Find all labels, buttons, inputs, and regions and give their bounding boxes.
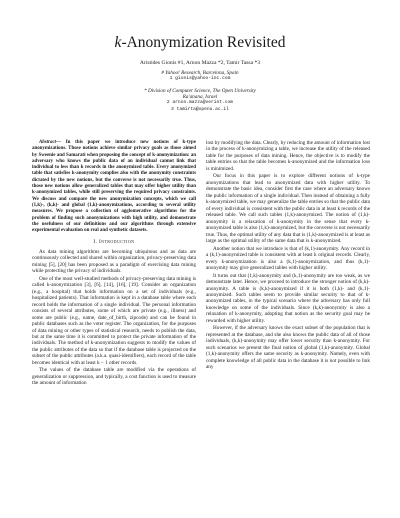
affiliation-name: * Division of Computer Science, The Open University <box>144 88 256 94</box>
title-k: k <box>114 34 122 51</box>
right-column <box>206 140 370 372</box>
left-column <box>32 140 196 388</box>
affiliation-email-2: 3 tamirta@openu.ac.il <box>171 106 229 112</box>
body-paragraph: One of the most well-studied methods of privacy-preserving data mining is called k-anonymization [3], [6], [14], [16], [19]. Consider an organization (e.g., a hospital) that holds information on a set of individuals (e.g., hospitalized patients). That information is kept in a database table where each record holds the information of a single individual. The personal information consists of several attributes, some of which are private (e.g., illness) and some are public (e.g., name, date_of_birth, zipcode) and can be found in public databases such as the voter register. The organization, for the purposes of data mining or other types of statistical research, needs to publish the data, but at the same time it is committed to protect the private information of the individuals. The method of k-anonymization suggests to modify the values of the public attributes of the data so that if the database table is projected on the subset of the public attributes (a.k.a. quasi-identifiers), each record of the table becomes identical with at least k − 1 other records. <box>32 275 196 366</box>
body-paragraph: lost by modifying the data. Clearly, by reducing the amount of information lost in the process of k-anonymizing a table, we increase the utility of the released table for the purposes of data mining. Hence, the objective is to modify the table entries so that the table becomes k-anonymized and the information loss is minimized. <box>206 140 370 172</box>
affiliation-yahoo <box>0 70 400 82</box>
affiliation-email: 2 arnon.mazza@verint.com <box>166 100 234 106</box>
body-paragraph: Another notion that we introduce is that of (k,1)-anonymity. Any record in a (k,1)-anonymized table is consistent with at least k original records. Clearly, every k-anonymization is also a (k,1)-anonymization, and thus (k,1)-anonymity may give generalized tables with higher utility. <box>206 245 370 271</box>
body-paragraph: The values of the database table are modified via the operations of generalization or suppression, and typically, a cost function is used to measure the amount of information <box>32 367 196 387</box>
body-paragraph: However, if the adversary knows the exact subset of the population that is represented at the database, and she also knows the public data of all of those individuals, (k,k)-anonymity may offer lower security than k-anonymity. For such scenarios we present the final notion of global (1,k)-anonymity. Global (1,k)-anonymity offers the same security as k-anonymity. Namely, even with complete knowledge of all public data in the database it is not possible to link any <box>206 325 370 371</box>
author-list: Aristides Gionis #1, Arnon Mazza *2, Tamir Tassa *3 <box>139 60 261 66</box>
affiliation-location: Ra'anana, Israel <box>182 94 218 101</box>
body-paragraph: Our focus in this paper is to explore different notions of k-type anonymizations that lead to anonymized data with higher utility. To demonstrate the basic idea, consider first the case where an adversary knows the public information of a single individual. Then instead of obtaining a fully k-anonymized table, we may generalize the table entries so that the public data of every individual is consistent with the public data in at least k records of the released table. We call such tables (1,k)-anonymized. The notion of (1,k)-anonymity is a relaxation of k-anonymity in the sense that every k-anonymized table is also (1,k)-anonymized, but the converse is not necessarily true. Thus, the optimal utility of any data that is (1,k)-anonymized is at least as large as the optimal utility of the same data that is k-anonymized. <box>206 173 370 244</box>
abstract <box>32 140 196 234</box>
abstract-lead: Abstract <box>39 140 57 145</box>
paper-title <box>0 34 400 52</box>
title-rest: -Anonymization Revisited <box>121 34 286 51</box>
section-heading: I. Introduction <box>93 239 135 246</box>
body-paragraph: It turns out that (1,k)-anonymity and (k,1)-anonymity are too weak, as we demonstrate later. Hence, we proceed to introduce the stronger notion of (k,k)-anonymity. A table is (k,k)-anonymized if it is both (1,k)- and (k,1)-anonymized. Such tables seem to provide similar security to that of k-anonymized tables, in the typical scenario where the adversary has only full knowledge on some of the individuals. Since (k,k)-anonymity is also a relaxation of k-anonymity, adopting that notion as the security goal may be rewarded with higher utility. <box>206 272 370 324</box>
affiliation-name: # Yahoo! Research, Barcelona, Spain <box>161 70 239 76</box>
abstract-text: — In this paper we introduce new notions of k-type anonymizations. Those notions achieve similar privacy goals as those aimed by Sweenie and Samarati when proposing the concept of k-anonymization: an adversary who knows the public data of an individual cannot link that individual to less than k records in the anonymized table. Every anonymized table that satisfies k-anonymity complies also with the anonymity constraints dictated by the new notions, but the converse is not necessarily true. Thus, those new notions allow generalized tables that may offer higher utility than k-anonymized tables, while still preserving the required privacy constraints. We discuss and compare the new anonymization concepts, which we call (1,k)-, (k,k)- and global (1,k)-anonymizations, according to several utility measures. We propose a collection of agglomerative algorithms for the problem of finding such anonymizations with high utility, and demonstrate the usefulness of our definitions and our algorithms through extensive experimental evaluation on real and synthetic datasets. <box>32 140 196 234</box>
body-paragraph: As data mining algorithms are becoming ubiquitous and as data are continuously collected and shared within organization, privacy-preserving data mining [5], [20] has been proposed as a paradigm of exercising data mining while protecting the privacy of individuals. <box>32 248 196 275</box>
affiliation-email: 1 gionis@yahoo-inc.com <box>169 76 231 82</box>
affiliation-openu <box>0 88 400 113</box>
